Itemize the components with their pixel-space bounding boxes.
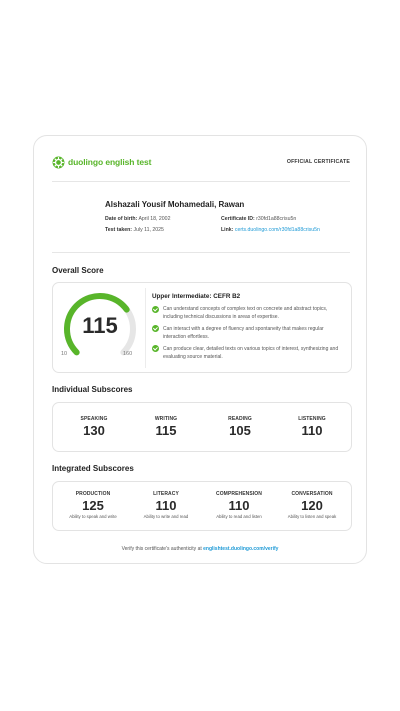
subscore-value: 115 [155,423,177,438]
descriptor-text: Can understand concepts of complex text on concrete and abstract topics, including technical discussions in areas of expertise. [163,306,328,320]
subscore-note: Ability to write and read [143,514,189,519]
brand-logo [52,156,151,169]
subscore-label: LISTENING [298,416,326,422]
certificate-link-url[interactable]: certs.duolingo.com/r30fd1a88crisu5n [234,227,320,233]
integrated-subscores-box [52,481,352,531]
subscore-label: READING [228,416,252,422]
individual-subscores-title: Individual Subscores [52,385,133,394]
subscore-value: 105 [229,423,251,438]
verify-link[interactable]: englishtest.duolingo.com/verify [203,546,279,552]
cefr-level: Upper Intermediate: CEFR B2 [152,293,241,300]
subscore-label: PRODUCTION [75,491,111,497]
subscore-conversation [277,491,347,519]
certificate-header [52,154,350,170]
subscore-listening [277,416,347,438]
official-certificate-label: OFFICIAL CERTIFICATE [286,159,350,165]
overall-score-value: 115 [82,313,118,338]
duolingo-logo-icon [52,156,65,169]
descriptor-item [152,325,344,341]
gauge-max-label: 160 [123,351,133,357]
dob-label: Date of birth: [105,216,138,222]
overall-score-box [52,282,352,373]
header-divider [52,181,350,182]
taken-label: Test taken: [105,227,133,233]
subscore-note: Ability to listen and speak [287,514,337,519]
subscore-literacy [131,491,201,519]
level-descriptors [152,305,344,364]
subscore-value: 125 [82,498,104,513]
subscore-label: SPEAKING [80,416,108,422]
score-box-separator [145,288,146,368]
certificate-link [221,227,320,233]
candidate-name: Alshazali Yousif Mohamedali, Rawan [105,200,245,209]
verify-footer [34,546,366,552]
subscore-label: WRITING [154,416,178,422]
link-label: Link: [221,227,234,233]
subscore-reading [205,416,275,438]
subscore-note: Ability to read and listen [216,514,262,519]
descriptor-item [152,305,344,321]
test-taken [105,227,164,233]
subscore-value: 110 [301,423,323,438]
taken-value: July 11, 2025 [133,227,164,233]
descriptor-text: Can interact with a degree of fluency and spontaneity that makes regular interaction effortless. [163,325,324,340]
individual-subscores-box [52,402,352,452]
descriptor-text: Can produce clear, detailed texts on various topics of interest, synthesizing and evaluating source material. [163,345,339,360]
gauge-min-label: 10 [61,351,68,357]
subscore-label: COMPREHENSION [215,491,263,497]
subscore-value: 130 [83,423,105,438]
dob-value: April 18, 2002 [138,216,171,222]
subscore-writing [131,416,201,438]
info-divider [52,252,350,253]
cert-id-label: Certificate ID: [221,216,255,222]
subscore-comprehension [204,491,274,519]
date-of-birth [105,216,170,222]
check-icon [152,345,159,352]
brand-name: duolingo english test [68,157,152,167]
subscore-speaking [59,416,129,438]
subscore-value: 120 [301,498,323,513]
subscore-value: 110 [228,498,250,513]
verify-text: Verify this certificate's authenticity at [121,546,202,552]
subscore-label: CONVERSATION [291,491,333,497]
descriptor-item [152,345,344,361]
integrated-subscores-title: Integrated Subscores [52,464,134,473]
certificate-id [221,216,296,222]
check-icon [152,306,159,313]
cert-id-value: r30fd1a88crisu5n [256,216,297,222]
overall-score-title: Overall Score [52,266,104,275]
subscore-production [58,491,128,519]
check-icon [152,325,159,332]
subscore-label: LITERACY [153,491,179,497]
certificate-card [33,135,367,564]
subscore-note: Ability to speak and write [69,514,117,519]
subscore-value: 110 [155,498,177,513]
